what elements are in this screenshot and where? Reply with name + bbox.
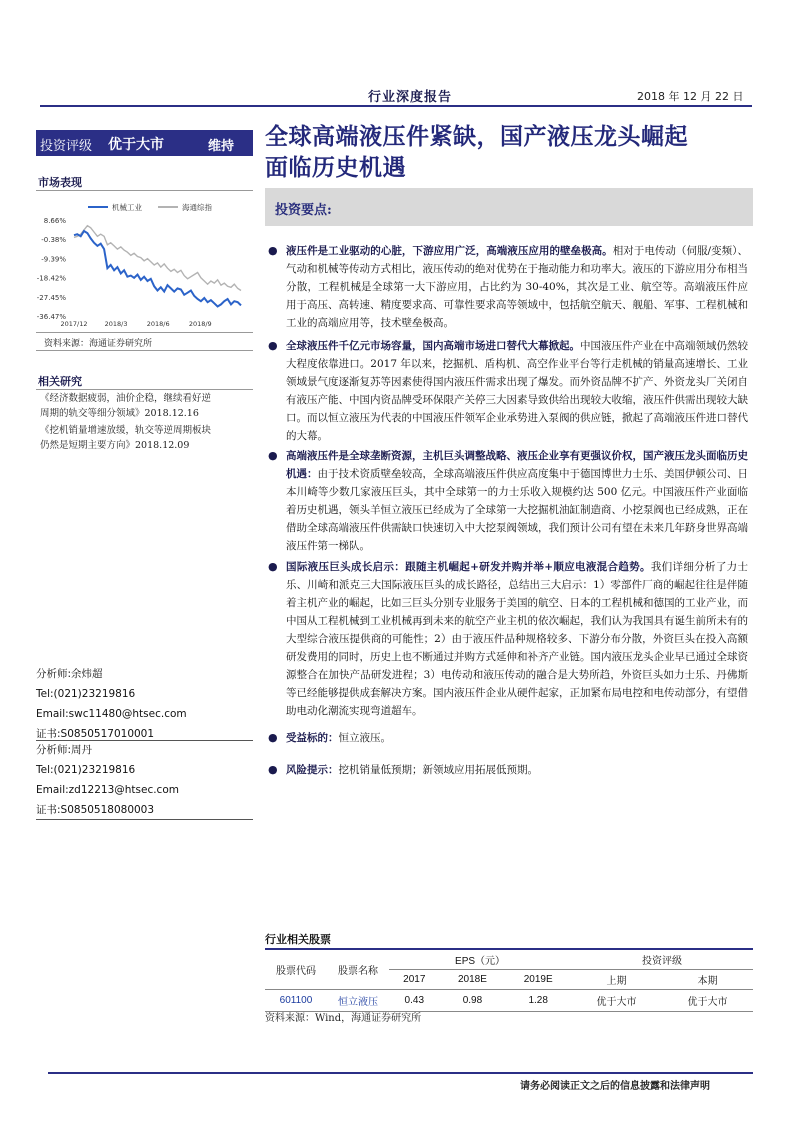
report-type: 行业深度报告 [368, 90, 453, 105]
col-2017: 2017 [403, 974, 426, 985]
col-curr: 本期 [697, 976, 718, 987]
stock-name[interactable]: 恒立液压 [338, 997, 378, 1008]
keypoint-lead: 受益标的： [286, 732, 339, 744]
bullet-icon: ● [268, 339, 278, 352]
keypoint-item [268, 242, 748, 332]
footer-divider [48, 1072, 753, 1074]
analyst-block [36, 664, 253, 744]
keypoint-body: 相对于电传动（伺服/变频）、气动和机械等传动方式相比，液压传动的绝对优势在于拖动能力和功率大。液压的下游应用分布相当分散，工程机械是全球第一大下游应用，占比约为 30-40%，其次是工业、航空等。高端液压件应用于高压、高转速、精度要求高、可靠性要求高等领域中，包括航空航天、舰船、军事、工程机械和工业的高端应用等，技术壁垒极高。 [286, 245, 748, 329]
related-item-line: 周期的轨交等细分领域》2018.12.16 [40, 408, 199, 419]
rating-prev: 优于大市 [596, 997, 637, 1008]
keypoint-lead: 国际液压巨头成长启示：跟随主机崛起+研发并购并举+顺应电液混合趋势。 [286, 561, 651, 573]
bullet-icon: ● [268, 731, 278, 744]
market-heading: 市场表现 [38, 176, 82, 189]
eps-2019: 1.28 [528, 995, 548, 1006]
analyst-email[interactable]: Email:swc11480@htsec.com [36, 708, 187, 720]
title-line-1: 全球高端液压件紧缺，国产液压龙头崛起 [265, 123, 688, 150]
y-tick-label: -18.42% [36, 274, 66, 283]
rating-bar [36, 130, 253, 156]
rating-action: 维持 [208, 139, 235, 154]
market-chart [36, 196, 253, 332]
y-tick-label: -0.38% [41, 236, 66, 245]
keypoint-item [268, 447, 748, 555]
keypoint-item [268, 729, 748, 747]
stock-code[interactable]: 601100 [279, 995, 313, 1006]
stocks-table [265, 948, 753, 1012]
analyst-name: 分析师:余炜超 [36, 668, 103, 680]
bullet-icon: ● [268, 560, 278, 573]
series-line [74, 231, 241, 307]
legend-label: 海通综指 [182, 203, 212, 212]
x-tick-label: 2017/12 [60, 320, 88, 328]
bullet-icon: ● [268, 763, 278, 776]
analyst-email[interactable]: Email:zd12213@htsec.com [36, 784, 179, 796]
rating-label: 投资评级 [40, 139, 93, 154]
related-item-line: 仍然是短期主要方向》2018.12.09 [40, 440, 190, 451]
keypoint-lead: 风险提示： [286, 764, 339, 776]
bullet-icon: ● [268, 244, 278, 257]
related-item[interactable] [40, 391, 255, 421]
stocks-table-title: 行业相关股票 [265, 933, 331, 946]
header-divider [40, 105, 752, 107]
y-tick-label: -36.47% [36, 313, 66, 321]
keypoints-header [265, 188, 753, 226]
analyst-tel: Tel:(021)23219816 [36, 764, 136, 776]
keypoint-lead: 全球液压件千亿元市场容量，国内高端市场进口替代大幕掀起。 [286, 340, 580, 352]
keypoint-body: 我们详细分析了力士乐、川崎和派克三大国际液压巨头的成长路径，总结出三大启示：1）零部件厂商的崛起往往是伴随着主机产业的崛起，比如三巨头分别专业服务于美国的航空、日本的工程机械和德国的工业产业，而中国从工程机械到工业机械再到未来的航空产业主机的依次崛起，我们认为我国具有诞生前所未有的大型综合液压提供商的可能性；2）由于液压件品种规格较多、下游分布分散，外资巨头在投入高额研发费用的同时，历史上也不断通过并购方式延伸和补齐产业链。国内液压龙头企业早已通过全球资源整合在加快产品研发进程；3）电传动和液压传动的融合是大势所趋，外资巨头如力士乐、丹佛斯等已经能够提供成套解决方案。国内液压件企业从硬件起家，正加紧布局电控和电传动部分，有望借助电动化潮流实现弯道超车。 [286, 561, 748, 717]
analyst-block [36, 740, 253, 820]
series-line [74, 226, 241, 291]
legend-label: 机械工业 [112, 203, 142, 212]
analyst-cert: 证书:S0850518080003 [36, 804, 155, 816]
footer-disclaimer: 请务必阅读正文之后的信息披露和法律声明 [520, 1081, 710, 1092]
rating-curr: 优于大市 [687, 997, 728, 1008]
keypoint-body: 由于技术资质壁垒较高，全球高端液压件供应高度集中于德国博世力士乐、美国伊顿公司、日本川崎等少数几家液压巨头，其中全球第一的力士乐收入规模约达 500 亿元。中国液压件产业面临着历史机遇，领头羊恒立液压已经成为了全球第一大挖掘机油缸制造商、小挖泵阀也已经成熟，正在借助全球高端液压件供需缺口快速切入中大挖泵阀领域，我们预计公司有望在未来几年跻身世界高端液压件第一梯队。 [286, 468, 748, 552]
related-divider [36, 389, 253, 390]
report-date: 2018 年 12 月 22 日 [637, 90, 744, 103]
col-eps: EPS（元） [389, 949, 571, 970]
col-name: 股票名称 [327, 949, 389, 990]
keypoint-item [268, 761, 748, 779]
related-heading: 相关研究 [38, 375, 82, 388]
x-tick-label: 2018/6 [146, 320, 170, 328]
x-tick-label: 2018/9 [188, 320, 212, 328]
y-tick-label: -9.39% [41, 255, 66, 264]
keypoint-body: 恒立液压。 [338, 732, 391, 744]
keypoints-heading: 投资要点: [275, 203, 332, 218]
keypoint-item [268, 558, 748, 720]
col-2018: 2018E [457, 974, 487, 985]
related-item-line: 《经济数据疲弱，油价企稳，继续看好逆 [40, 393, 212, 404]
bullet-icon: ● [268, 449, 278, 462]
analyst-tel: Tel:(021)23219816 [36, 688, 136, 700]
related-item-line: 《挖机销量增速放缓，轨交等逆周期板块 [40, 425, 212, 436]
x-tick-label: 2018/3 [104, 320, 128, 328]
y-tick-label: -27.45% [36, 293, 66, 302]
table-source: 资料来源：Wind，海通证券研究所 [265, 1013, 422, 1024]
col-code: 股票代码 [265, 949, 327, 990]
analyst-name: 分析师:周丹 [36, 744, 93, 756]
keypoint-lead: 液压件是工业驱动的心脏，下游应用广泛，高端液压应用的壁垒极高。 [286, 245, 613, 257]
col-prev: 上期 [606, 976, 627, 987]
chart-source: 资料来源：海通证券研究所 [44, 339, 153, 349]
col-2019: 2019E [523, 974, 553, 985]
rating-value: 优于大市 [108, 137, 164, 153]
keypoint-body: 中国液压件产业在中高端领域仍然较大程度依靠进口。2017 年以来，挖掘机、盾构机、高空作业平台等行走机械的销量高速增长、工业领域景气度逐渐复苏等因素使得国内液压件需求出现了爆发。而外资品牌不扩产、外资龙头厂关闭自有液压产能、中国内资品牌受环保限产关停三大因素导致供给出现较大收缩，液压件供需出现较大缺口。而以恒立液压为代表的中国液压件领军企业承势进入泵阀的供应链，掀起了高端液压件进口替代的大幕。 [286, 340, 748, 442]
eps-2017: 0.43 [404, 995, 425, 1006]
source-divider [36, 350, 253, 351]
keypoint-lead: 高端液压件是全球垄断资源，主机巨头调整战略、液压企业享有更强议价权，国产液压龙头面临历史机遇： [286, 450, 748, 480]
market-divider [36, 190, 253, 191]
keypoint-body: 挖机销量低预期；新领域应用拓展低预期。 [338, 764, 538, 776]
related-item[interactable] [40, 423, 255, 453]
analyst-cert: 证书:S0850517010001 [36, 728, 155, 740]
y-tick-label: 8.66% [43, 217, 66, 225]
analyst-bottom-divider [36, 819, 253, 820]
col-rating: 投资评级 [571, 949, 753, 970]
eps-2018: 0.98 [462, 995, 483, 1006]
chart-bottom-divider [36, 332, 253, 333]
keypoint-item [268, 337, 748, 445]
page-title [265, 121, 755, 183]
title-line-2: 面临历史机遇 [265, 154, 406, 181]
